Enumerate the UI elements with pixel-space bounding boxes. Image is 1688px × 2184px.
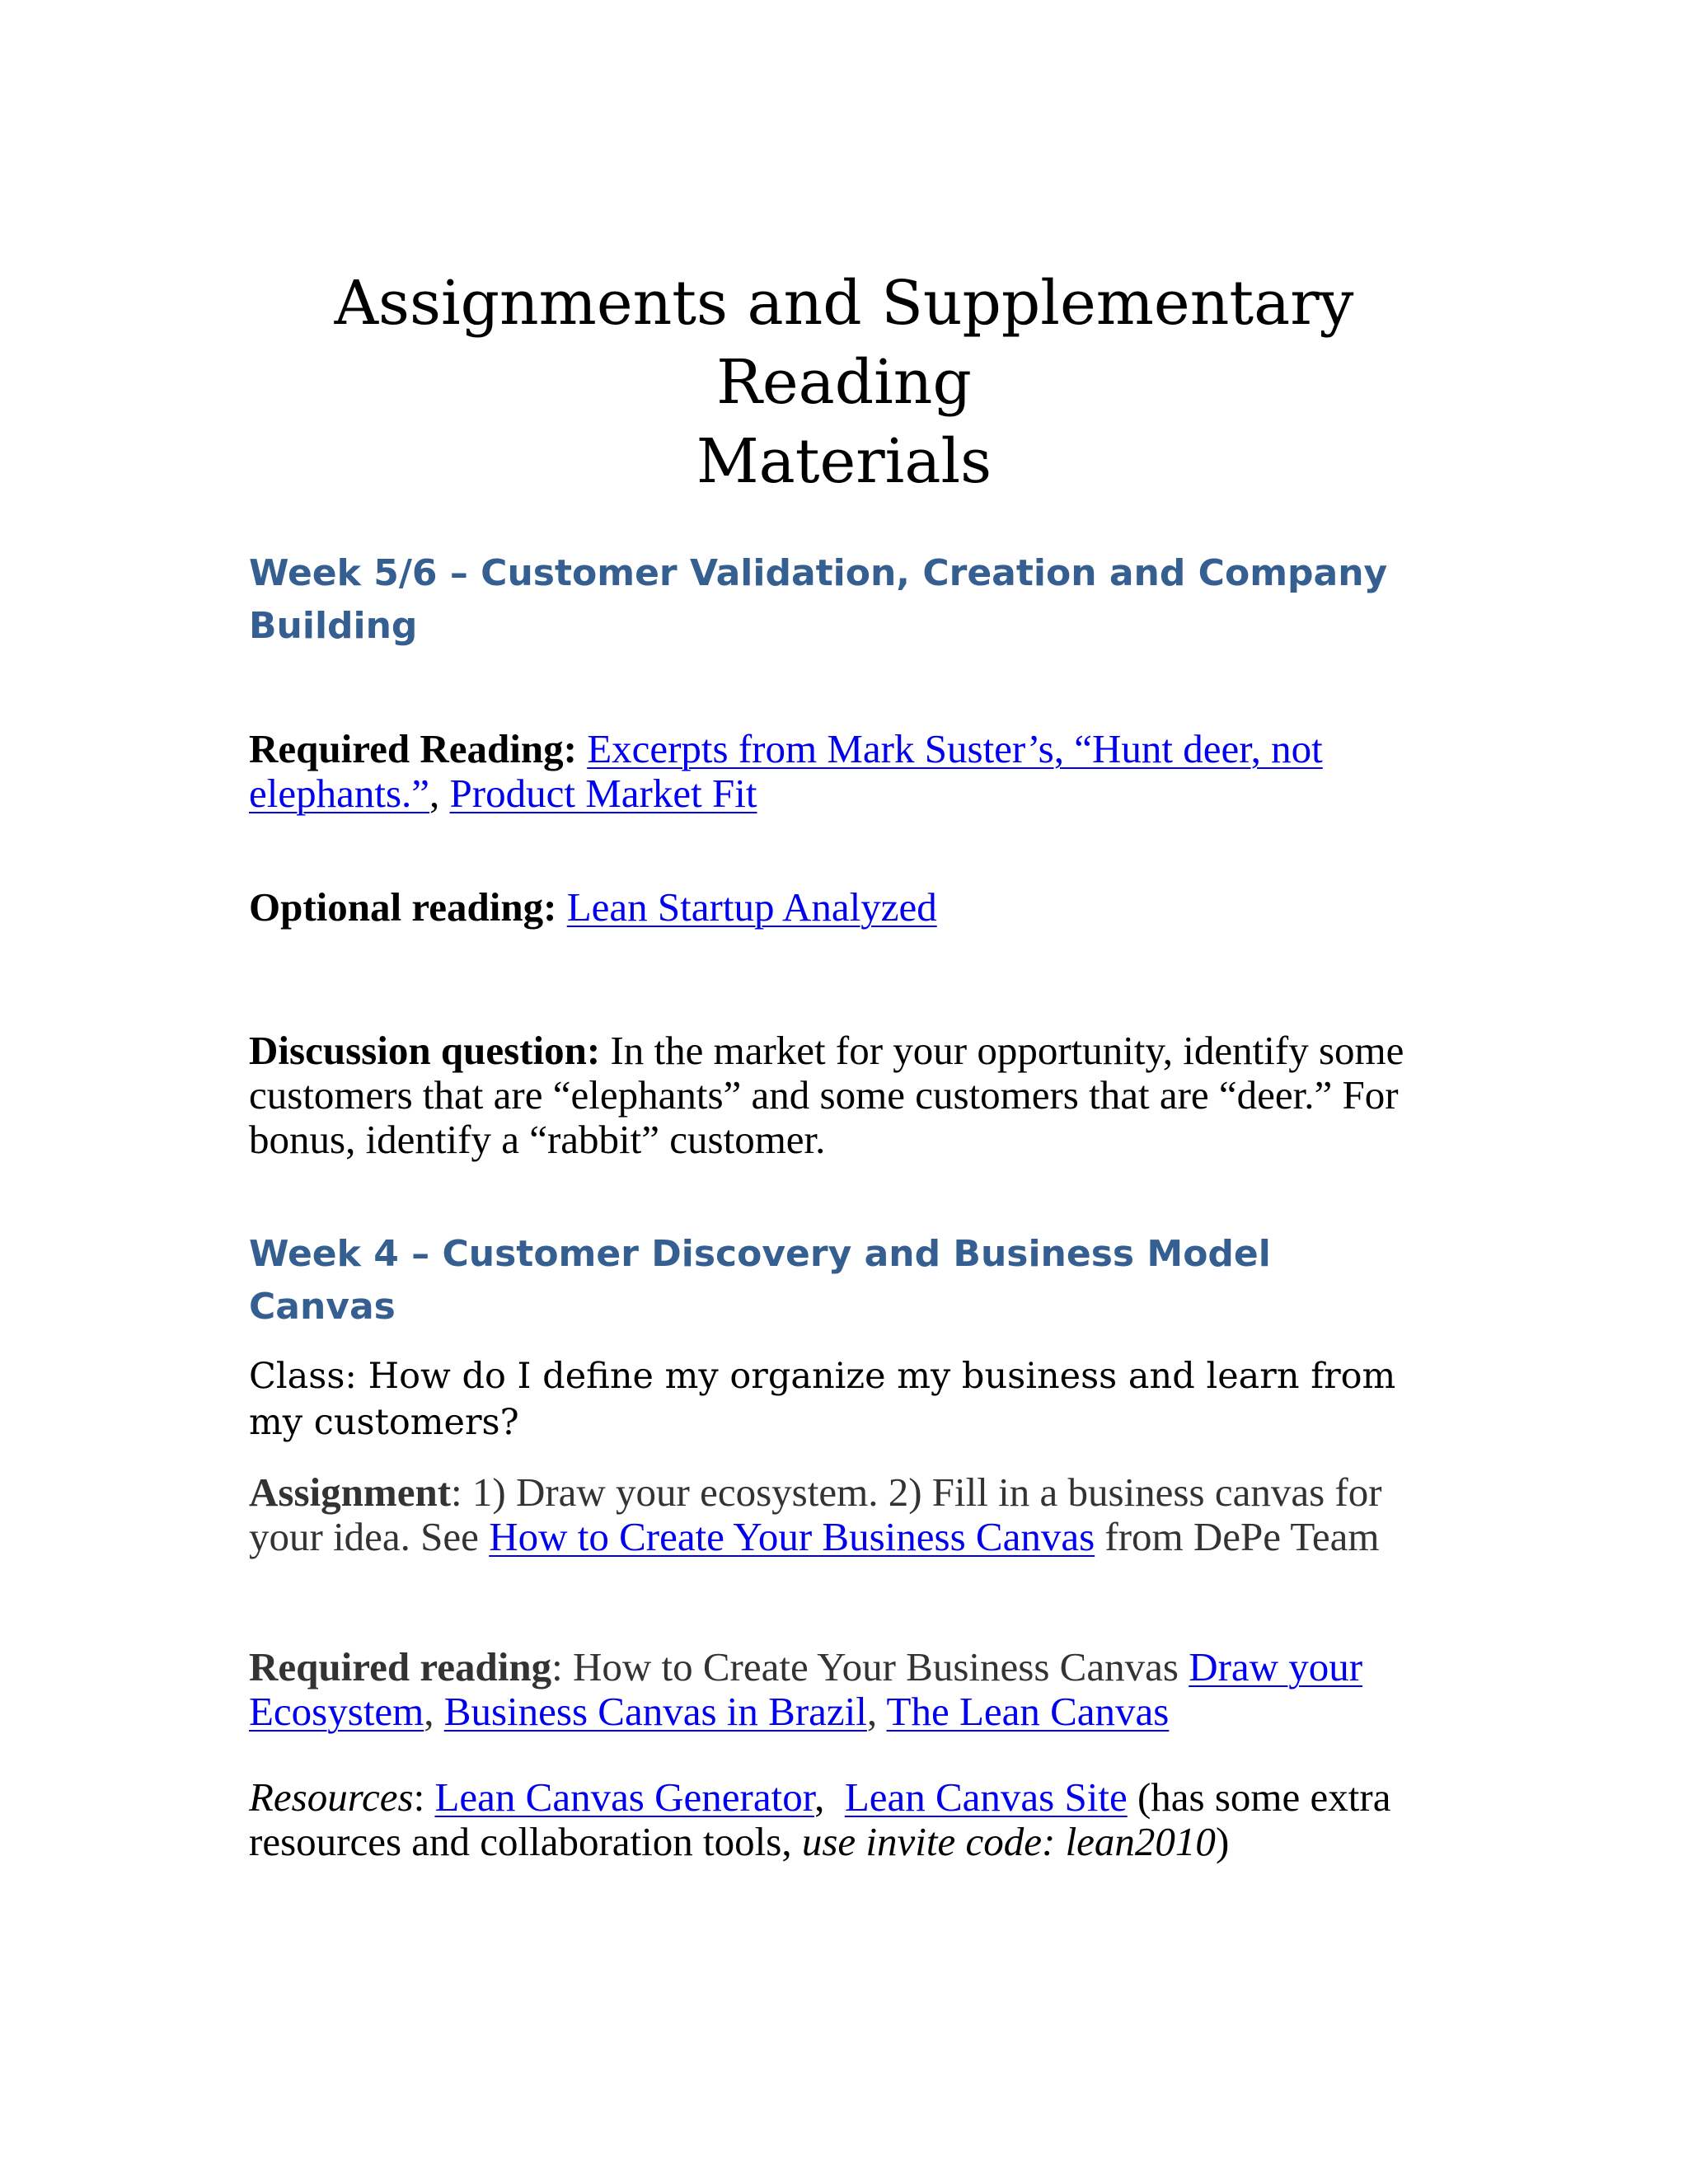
page-title (198, 264, 1490, 501)
week4-resources (249, 1775, 1452, 1864)
link-business-canvas-in-brazil[interactable]: Business Canvas in Brazil (443, 1689, 867, 1734)
page-title-line1: Assignments and Supplementary Reading (334, 268, 1354, 418)
required-reading-label: Required Reading: (249, 726, 577, 771)
link-lean-canvas-site[interactable]: Lean Canvas Site (844, 1774, 1128, 1820)
separator: , (424, 1689, 444, 1734)
page-title-line2: Materials (696, 426, 992, 497)
link-draw-your-ecosystem[interactable]: Draw your Ecosystem (249, 1644, 1363, 1734)
assignment-label: Assignment (249, 1469, 452, 1515)
week4-heading: Week 4 – Customer Discovery and Business Model Canvas (249, 1233, 1271, 1328)
required-reading-text: : How to Create Your Business Canvas (551, 1644, 1189, 1690)
week4-required-reading (249, 1645, 1452, 1734)
optional-reading-label: Optional reading: (249, 884, 557, 930)
separator: , (814, 1774, 845, 1820)
link-lean-startup-analyzed[interactable]: Lean Startup Analyzed (566, 884, 937, 930)
required-reading-label: Required reading (249, 1644, 552, 1690)
resources-label: Resources (249, 1774, 414, 1820)
link-the-lean-canvas[interactable]: The Lean Canvas (886, 1689, 1170, 1734)
link-hunt-deer-not-elephants[interactable]: Excerpts from Mark Suster’s, “Hunt deer, not elephants.” (249, 726, 1323, 816)
week56-heading-line2: Building (249, 605, 418, 647)
week56-optional-reading (249, 885, 1452, 930)
resources-colon: : (413, 1774, 435, 1820)
link-lean-canvas-generator[interactable]: Lean Canvas Generator (434, 1774, 815, 1820)
invite-code-note: use invite code: lean2010 (801, 1819, 1216, 1864)
link-product-market-fit[interactable]: Product Market Fit (449, 771, 757, 816)
resources-text-end: ) (1215, 1819, 1230, 1864)
assignment-text: : 1) Draw your ecosystem. 2) Fill in a business canvas for your idea. See (249, 1469, 1382, 1559)
week4-assignment (249, 1470, 1452, 1559)
week4-class-text: Class: How do I define my organize my business and learn from my customers? (249, 1356, 1396, 1443)
separator: , (866, 1689, 887, 1734)
discussion-question-label: Discussion question: (249, 1028, 601, 1073)
link-how-to-create-business-canvas[interactable]: How to Create Your Business Canvas (489, 1514, 1095, 1559)
week56-required-reading (249, 727, 1452, 816)
resources-text: (has some extra resources and collaboration tools, (249, 1774, 1391, 1864)
week56-heading-line1: Week 5/6 – Customer Validation, Creation and Company (249, 552, 1388, 594)
separator: , (429, 771, 450, 816)
discussion-question-text: In the market for your opportunity, identify some customers that are “elephants” and some customers that are “deer.” For bonus, identify a “rabbit” customer. (249, 1028, 1404, 1162)
assignment-text-after: from DePe Team (1095, 1514, 1380, 1559)
week56-discussion-question (249, 1029, 1452, 1162)
week56-heading (249, 547, 1419, 653)
